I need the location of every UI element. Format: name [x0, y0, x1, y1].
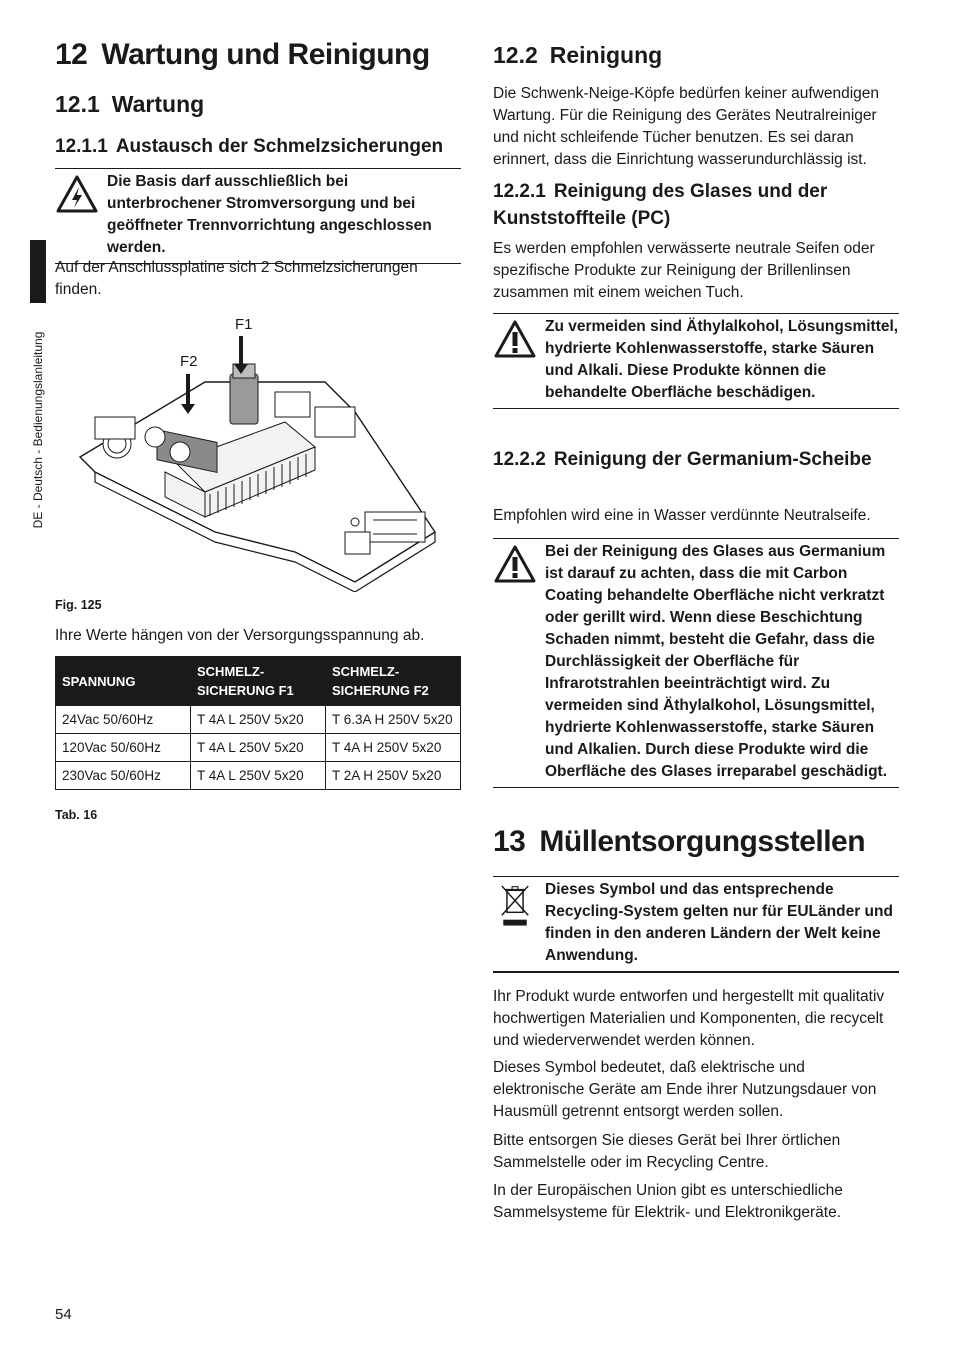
- table-cell: T 4A L 250V 5x20: [191, 762, 326, 790]
- section-heading-12-1: 12.1 Wartung: [55, 91, 205, 117]
- germanium-warning-box: [493, 538, 899, 788]
- side-tab-marker: [30, 240, 46, 303]
- warning-text: Bei der Reinigung des Glases aus Germanium ist darauf zu achten, dass die mit Carbon Coating behandelte Oberfläche nicht verkratzt oder gerillt wird. Wenn diese Beschichtung Schaden nimmt, besteht die Gefahr, dass die Durchlässigkeit der Oberfläche für Infrarotstrahlen beeinträchtigt wird. Zu vermeiden sind Äthylalkohol, Lösungsmittel, hydrierte Kohlenwasserstoffe, starke Säuren und Alkalien. Durch diese Produkte wird die Oberfläche des Glases irreparabel geschädigt.: [545, 543, 888, 780]
- fuse-intro-text: Auf der Anschlussplatine sich 2 Schmelzsicherungen finden.: [55, 259, 418, 298]
- section-heading-12-2: 12.2 Reinigung: [493, 42, 663, 68]
- recycling-text: Ihr Produkt wurde entworfen und hergestellt mit qualitativ hochwertigen Materialien und Komponenten, die recycelt und wiederverwendet werden können.: [493, 988, 885, 1049]
- subsection-heading-12-1-1: 12.1.1 Austausch der Schmelzsicherungen: [55, 136, 444, 157]
- table-cell: 24Vac 50/60Hz: [56, 706, 191, 734]
- table-row: [56, 734, 461, 762]
- eu-collection-text: In der Europäischen Union gibt es unterschiedliche Sammelsysteme für Elektrik- und Elektronikgeräte.: [493, 1182, 843, 1221]
- chapter-heading-12: 12 Wartung und Reinigung: [55, 38, 430, 71]
- label-f2: F2: [180, 353, 198, 370]
- cleaning-intro-text: Die Schwenk-Neige-Köpfe bedürfen keiner aufwendigen Wartung. Für die Reinigung des Gerätes Neutralreiniger und nicht schleifende Tücher benutzen. Es sei daran erinnert, dass die Einrichtung wasserundurchlässig ist.: [493, 85, 880, 168]
- chemical-warning-box: [493, 313, 899, 409]
- column-header: SCHMELZ-SICHERUNG F1: [191, 657, 326, 706]
- warning-text: Die Basis darf ausschließlich bei unterbrochener Stromversorgung und bei geöffneter Trennvorrichtung angeschlossen werden.: [107, 173, 432, 256]
- table-caption: Tab. 16: [55, 808, 98, 822]
- glass-cleaning-text: Es werden empfohlen verwässerte neutrale Seifen oder spezifische Produkte zur Reinigung der Brillenlinsen zusammen mit einem weichen Tuch.: [493, 240, 875, 301]
- crossed-bin-icon: [493, 883, 537, 927]
- disposal-text: Bitte entsorgen Sie dieses Gerät bei Ihrer örtlichen Sammelstelle oder im Recycling Centre.: [493, 1132, 841, 1171]
- subsection-heading-12-2-2: 12.2.2 Reinigung der Germanium-Scheibe: [493, 449, 872, 470]
- column-header: SPANNUNG: [56, 657, 191, 706]
- exclamation-warning-icon: [493, 318, 537, 362]
- column-header: SCHMELZ-SICHERUNG F2: [326, 657, 461, 706]
- weee-text: Dieses Symbol und das entsprechende Recycling-System gelten nur für EULänder und finden in den anderen Ländern der Welt keine Anwendung.: [545, 881, 893, 964]
- table-intro-text: Ihre Werte hängen von der Versorgungsspannung ab.: [55, 627, 425, 644]
- warning-text: Zu vermeiden sind Äthylalkohol, Lösungsmittel, hydrierte Kohlenwasserstoffe, starke Säuren und Alkali. Diese Produkte können die behandelte Oberfläche beschädigen.: [545, 318, 899, 401]
- exclamation-warning-icon: [493, 543, 537, 587]
- sidebar-label: DE - Deutsch - Bedienungslanleitung: [31, 331, 45, 529]
- table-cell: T 4A L 250V 5x20: [191, 734, 326, 762]
- chapter-heading-13: 13 Müllentsorgungsstellen: [493, 825, 866, 858]
- weee-notice-box: [493, 876, 899, 973]
- page-number: 54: [55, 1306, 72, 1323]
- table-cell: T 6.3A H 250V 5x20: [326, 706, 461, 734]
- label-f1: F1: [235, 316, 253, 333]
- lightning-warning-icon: [55, 173, 99, 217]
- circuit-board-figure: [55, 312, 461, 592]
- fuse-spec-table: [55, 656, 461, 790]
- table-cell: T 4A H 250V 5x20: [326, 734, 461, 762]
- table-row: [56, 762, 461, 790]
- table-cell: 120Vac 50/60Hz: [56, 734, 191, 762]
- table-cell: T 4A L 250V 5x20: [191, 706, 326, 734]
- table-cell: T 2A H 250V 5x20: [326, 762, 461, 790]
- table-header-row: [56, 657, 461, 706]
- table-row: [56, 706, 461, 734]
- electrical-warning-box: [55, 168, 461, 264]
- subsection-heading-12-2-1: 12.2.1 Reinigung des Glases und der Kunststoffteile (PC): [493, 181, 828, 229]
- figure-caption: Fig. 125: [55, 598, 102, 612]
- germanium-cleaning-text: Empfohlen wird eine in Wasser verdünnte Neutralseife.: [493, 507, 871, 524]
- symbol-meaning-text: Dieses Symbol bedeutet, daß elektrische und elektronische Geräte am Ende ihrer Nutzungsdauer von Hausmüll getrennt entsorgt werden sollen.: [493, 1059, 877, 1120]
- table-cell: 230Vac 50/60Hz: [56, 762, 191, 790]
